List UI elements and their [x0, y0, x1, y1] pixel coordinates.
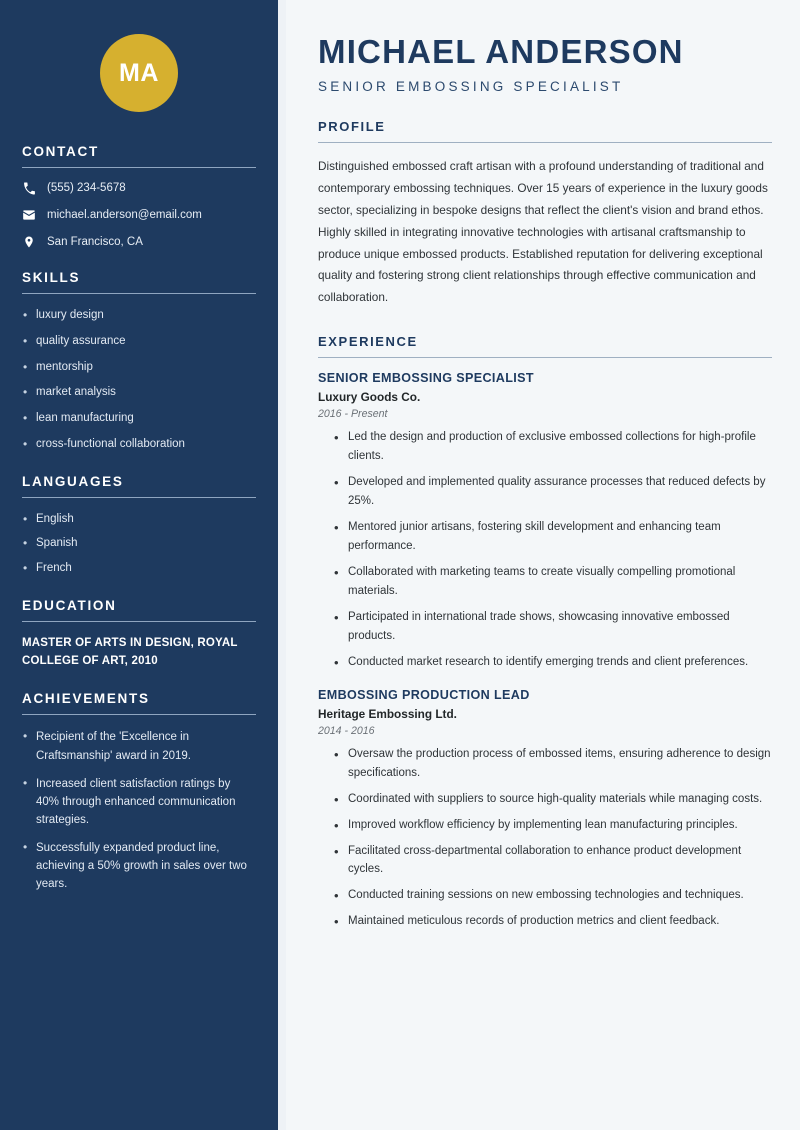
list-item: • Developed and implemented quality assurance processes that reduced defects by 25%. — [334, 473, 772, 511]
list-item: • Coordinated with suppliers to source high-quality materials while managing costs. — [334, 790, 772, 809]
job-dates: 2016 - Present — [318, 407, 388, 420]
map-pin-icon — [22, 235, 36, 249]
list-item: • Facilitated cross-departmental collaboration to enhance product development cycles. — [334, 842, 772, 880]
contact-phone-value: (555) 234-5678 — [47, 182, 126, 194]
skills-divider — [22, 293, 256, 294]
professional-title: SENIOR EMBOSSING SPECIALIST — [318, 79, 624, 95]
job-company: Heritage Embossing Ltd. — [318, 706, 457, 721]
list-item: • market analysis — [22, 384, 256, 401]
experience-section — [318, 334, 772, 931]
job-bullet-list — [318, 428, 772, 672]
experience-divider — [318, 357, 772, 358]
achievements-heading: ACHIEVEMENTS — [22, 691, 150, 707]
profile-heading: PROFILE — [318, 119, 386, 135]
list-item: • lean manufacturing — [22, 410, 256, 427]
languages-section — [22, 474, 256, 577]
skills-list — [22, 307, 256, 453]
job-role: SENIOR EMBOSSING SPECIALIST — [318, 370, 534, 385]
list-item: • English — [22, 511, 256, 528]
list-item: • cross-functional collaboration — [22, 436, 256, 453]
experience-entry — [318, 688, 772, 932]
experience-heading: EXPERIENCE — [318, 333, 418, 349]
languages-heading: LANGUAGES — [22, 474, 124, 489]
list-item: • Conducted market research to identify emerging trends and client preferences. — [334, 653, 772, 672]
languages-divider — [22, 497, 256, 498]
envelope-icon — [22, 208, 36, 222]
skills-section — [22, 270, 256, 453]
contact-divider — [22, 167, 256, 168]
education-divider — [22, 621, 256, 622]
avatar: MA — [100, 34, 178, 112]
contact-email-value: michael.anderson@email.com — [47, 209, 202, 221]
avatar-container — [22, 0, 256, 144]
education-section — [22, 598, 256, 671]
sidebar — [0, 0, 278, 1130]
list-item: • luxury design — [22, 307, 256, 324]
list-item: • Oversaw the production process of embossed items, ensuring adherence to design specifications. — [334, 745, 772, 783]
column-seam — [278, 0, 286, 1130]
main-content — [286, 0, 800, 1130]
profile-text: Distinguished embossed craft artisan with a profound understanding of traditional and contemporary embossing techniques. Over 15 years of experience in the luxury goods sector, specializing in bespoke designs that reflect the client's vision and brand ethos. Highly skilled in integrating innovative technologies with artisanal craftsmanship to produce unique embossed products. Established reputation for delivering exceptional quality and fostering strong client relationships through effective communication and collaboration. — [318, 159, 768, 305]
page-title: MICHAEL ANDERSON — [318, 33, 684, 70]
contact-email-row[interactable] — [22, 208, 256, 222]
achievements-divider — [22, 714, 256, 715]
list-item: • Recipient of the 'Excellence in Craftsmanship' award in 2019. — [22, 728, 256, 764]
education-heading: EDUCATION — [22, 597, 117, 613]
list-item: • Mentored junior artisans, fostering skill development and enhancing team performance. — [334, 518, 772, 556]
list-item: • Spanish — [22, 535, 256, 552]
languages-list — [22, 511, 256, 577]
job-bullet-list — [318, 745, 772, 932]
contact-phone-row[interactable] — [22, 181, 256, 195]
list-item: • Improved workflow efficiency by implementing lean manufacturing principles. — [334, 816, 772, 835]
list-item: • French — [22, 560, 256, 577]
achievements-section — [22, 691, 256, 893]
list-item: • Increased client satisfaction ratings by 40% through enhanced communication strategies. — [22, 775, 256, 829]
achievements-list — [22, 728, 256, 893]
list-item: • Conducted training sessions on new embossing technologies and techniques. — [334, 886, 772, 905]
list-item: • Led the design and production of exclusive embossed collections for high-profile clients. — [334, 428, 772, 466]
job-company: Luxury Goods Co. — [318, 389, 421, 404]
list-item: • Participated in international trade shows, showcasing innovative embossed products. — [334, 608, 772, 646]
skills-heading: SKILLS — [22, 270, 81, 285]
education-entry: MASTER OF ARTS IN DESIGN, ROYAL COLLEGE OF ART, 2010 — [22, 636, 238, 667]
list-item: • Successfully expanded product line, achieving a 50% growth in sales over two years. — [22, 839, 256, 893]
contact-heading: CONTACT — [22, 144, 99, 159]
contact-section — [22, 144, 256, 249]
profile-section — [318, 119, 772, 309]
contact-location-row[interactable] — [22, 235, 256, 249]
list-item: • quality assurance — [22, 333, 256, 350]
list-item: • Maintained meticulous records of production metrics and client feedback. — [334, 912, 772, 931]
job-dates: 2014 - 2016 — [318, 724, 375, 737]
phone-icon — [22, 181, 36, 195]
list-item: • mentorship — [22, 359, 256, 376]
profile-divider — [318, 142, 772, 143]
contact-location-value: San Francisco, CA — [47, 236, 143, 248]
list-item: • Collaborated with marketing teams to create visually compelling promotional materials. — [334, 563, 772, 601]
experience-entry — [318, 371, 772, 672]
job-role: EMBOSSING PRODUCTION LEAD — [318, 687, 530, 702]
